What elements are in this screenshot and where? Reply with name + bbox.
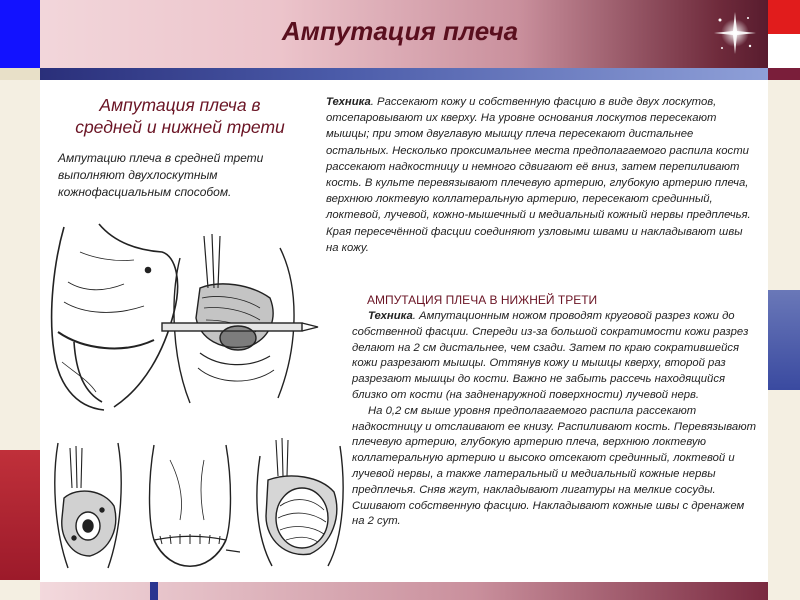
stump-vessels-illustration [48, 438, 128, 578]
section-subtitle [52, 94, 308, 138]
technique-paragraph-2 [352, 309, 758, 530]
right-sidebar-bar [768, 80, 800, 290]
bottom-accent [150, 582, 158, 600]
divider-strip-left [0, 68, 40, 80]
subtitle-line-1: Ампутация плеча в [99, 95, 261, 115]
technique-paragraph-1 [326, 94, 758, 256]
divider-strip [40, 68, 768, 80]
intro-text: Ампутацию плеча в средней трети выполняют двухлоскутным кожнофасциальным способом. [58, 151, 264, 199]
stump-sutured-illustration [140, 440, 240, 580]
technique-2-para-2: На 0,2 см выше уровня предполагаемого распила рассекают надкостницу и отслаивают ее книзу. Распиливают кость. Перевязывают плечевую артерию, глубокую артерию плеча, верхнюю локтевую коллатеральную артерию и высоко отсекают срединный, локтевой и лучевой нервы, а также латеральный и медиальный кожные нервы предплечья. Сняв жгут, накладывают лигатуры на мелкие сосуды. Сшивают собственную фасцию. Накладывают кожные швы с дренажем на 2 сут. [352, 404, 757, 528]
left-sidebar-accent [0, 450, 40, 580]
technique-label: Техника [326, 96, 371, 108]
technique-2-label: Техника [368, 310, 413, 322]
technique-2-text-1: . Ампутационным ножом проводят круговой разрез кожи до собственной фасции. Спереди из-за большой сократимости кожи разрез делают на 2 см дистальнее, чем сзади. Затем по краю сократившейся кожи разрезают мышцы. Оттянув кожу и мышцы кверху, второй раз разрезают мышцы до кости. Важно не забыть рассечь находящийся близко от кости (на задненаружной поверхности) лучевой нерв. [352, 310, 749, 401]
section-2-title: АМПУТАЦИЯ ПЛЕЧА В НИЖНЕЙ ТРЕТИ [367, 293, 598, 307]
bone-sawing-illustration [160, 228, 320, 408]
subtitle-line-2: средней и нижней трети [75, 117, 285, 137]
stump-fascia-illustration [250, 436, 350, 576]
page-title: Ампутация плеча [281, 16, 519, 46]
technique-2-para-1 [352, 309, 758, 404]
left-sidebar-bottom [0, 580, 40, 600]
divider-strip-right [768, 68, 800, 80]
right-sidebar-accent [768, 290, 800, 390]
technique-text: . Рассекают кожу и собственную фасцию в виде двух лоскутов, отсепаровывают их кверху. На уровне основания лоскутов пересекают мышцы; при этом двуглавую мышцу плеча пересекают дистальнее остальных. Несколько проксимальнее места предполагаемого распила кости рассекают надкостницу и немного сдвигают её вниз, затем перепиливают кость. В культе перевязывают плечевую артерию, глубокую артерию плеча, верхнюю локтевую коллатеральную артерию, пересекают срединный, локтевой, лучевой, кожно-мышечный и медиальный кожный нервы предплечья. Края пересечённой фасции соединяют узловыми швами и накладывают швы на кожу. [326, 96, 751, 254]
left-sidebar-bar [0, 80, 41, 450]
right-sidebar-bottom [768, 390, 800, 600]
